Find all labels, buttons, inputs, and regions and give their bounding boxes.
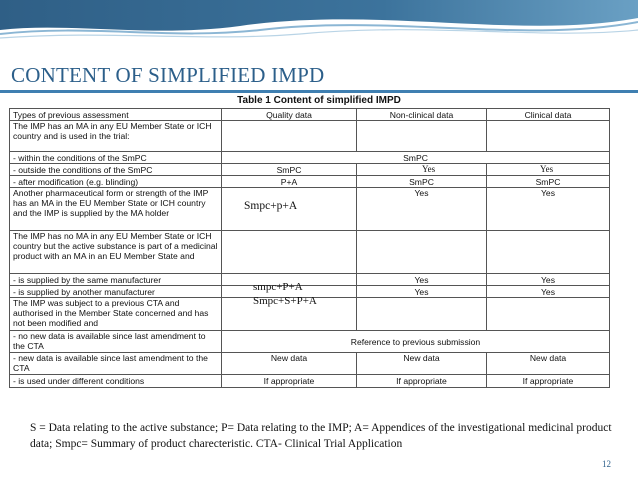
cell-quality	[222, 121, 357, 152]
cell-clinical	[487, 231, 610, 274]
footnote: S = Data relating to the active substance; P= Data relating to the IMP; A= Appendices of the investigational medicinal product data; Smpc= Summary of product charecteristic. CTA- Clinical Trial Application	[30, 422, 612, 450]
row-label: The IMP has no MA in any EU Member State or ICH country but the active substance is part of a medicinal product with an MA in an EU Member State and	[10, 231, 222, 274]
row-label: - is supplied by another manufacturer	[10, 286, 222, 298]
slide-title: CONTENT OF SIMPLIFIED IMPD	[11, 63, 325, 87]
header-cell: Clinical data	[487, 109, 610, 121]
cell-nonclinical: Yes	[357, 188, 487, 231]
header-cell: Non-clinical data	[357, 109, 487, 121]
row-label: - within the conditions of the SmPC	[10, 152, 222, 164]
cell-clinical	[487, 121, 610, 152]
cell-clinical: SmPC	[487, 176, 610, 188]
table-row	[10, 331, 610, 353]
header-cell: Types of previous assessment	[10, 109, 222, 121]
page-number: 12	[602, 459, 611, 469]
table-header-row	[10, 109, 610, 121]
cell-quality	[222, 231, 357, 274]
cell-clinical: Yes	[487, 274, 610, 286]
row-label: - is supplied by the same manufacturer	[10, 274, 222, 286]
impd-table	[9, 108, 610, 388]
cell-nonclinical: SmPC	[357, 176, 487, 188]
annotation-smpc-P-A: smpc+P+A	[253, 281, 303, 293]
annotation-yes-clinical: Yes	[540, 164, 554, 174]
cell-nonclinical: New data	[357, 353, 487, 375]
table-row	[10, 353, 610, 375]
table-row	[10, 231, 610, 274]
row-label: Another pharmaceutical form or strength of the IMP has an MA in the EU Member State or ICH country and the IMP is supplied by the MA holder	[10, 188, 222, 231]
cell-clinical: Yes	[487, 188, 610, 231]
cell-quality: New data	[222, 353, 357, 375]
row-label: - after modification (e.g. blinding)	[10, 176, 222, 188]
table-row	[10, 274, 610, 286]
row-label: - is used under different conditions	[10, 375, 222, 388]
row-label: - new data is available since last amendment to the CTA	[10, 353, 222, 375]
cell-nonclinical: Yes	[357, 286, 487, 298]
annotation-smpc-S-P-A: Smpc+S+P+A	[253, 295, 317, 307]
cell-quality: P+A	[222, 176, 357, 188]
cell-merged: Reference to previous submission	[222, 331, 610, 353]
row-label: The IMP has an MA in any EU Member State or ICH country and is used in the trial:	[10, 121, 222, 152]
row-label: The IMP was subject to a previous CTA and authorised in the Member State concerned and has not been modified and	[10, 298, 222, 331]
cell-nonclinical: If appropriate	[357, 375, 487, 388]
header-cell: Quality data	[222, 109, 357, 121]
row-label: - no new data is available since last amendment to the CTA	[10, 331, 222, 353]
table-row	[10, 121, 610, 152]
cell-clinical: Yes	[487, 286, 610, 298]
cell-nonclinical	[357, 121, 487, 152]
annotation-yes-nonclinical: Yes	[422, 164, 436, 174]
cell-clinical: New data	[487, 353, 610, 375]
cell-nonclinical	[357, 231, 487, 274]
impd-table-image	[6, 93, 632, 415]
table-caption: Table 1 Content of simplified IMPD	[237, 95, 401, 106]
cell-merged: SmPC	[222, 152, 610, 164]
cell-nonclinical: Yes	[357, 274, 487, 286]
row-label: - outside the conditions of the SmPC	[10, 164, 222, 176]
table-row	[10, 176, 610, 188]
cell-clinical: If appropriate	[487, 375, 610, 388]
table-row	[10, 164, 610, 176]
cell-quality: SmPC	[222, 164, 357, 176]
header-band-graphic	[0, 0, 638, 42]
cell-nonclinical	[357, 298, 487, 331]
cell-clinical	[487, 298, 610, 331]
table-row	[10, 375, 610, 388]
annotation-smpc-p-a: Smpc+p+A	[244, 200, 298, 212]
header-band	[0, 0, 638, 42]
cell-quality: If appropriate	[222, 375, 357, 388]
table-row	[10, 152, 610, 164]
table-row	[10, 188, 610, 231]
